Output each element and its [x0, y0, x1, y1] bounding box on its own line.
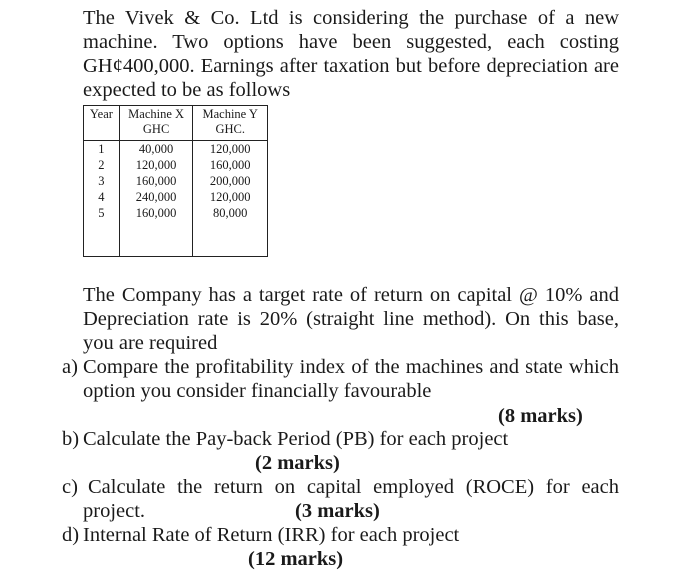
machine-y-cell: 120,000 [209, 190, 251, 204]
intro-paragraph: The Vivek & Co. Ltd is considering the purchase of a new machine. Two options have been suggested, each costing GH¢400,000. Earnings after taxation but before depreciation are expected to be as follows [83, 7, 619, 101]
question-c-line1: Calculate the return on capital employed (ROCE) for each [88, 476, 619, 498]
question-c-label: c) [62, 476, 78, 498]
machine-y-cell: 160,000 [209, 158, 251, 172]
question-d-label: d) [62, 524, 80, 546]
question-c-line2: project. [83, 500, 146, 522]
machine-x-cell: 120,000 [135, 158, 177, 172]
question-b-label: b) [62, 428, 80, 450]
year-cell: 5 [98, 206, 105, 220]
year-cell: 2 [98, 158, 105, 172]
year-column [84, 141, 120, 257]
header-currency-x: GHC [119, 122, 193, 141]
question-a-line2: option you consider financially favourable [83, 380, 432, 402]
header-year: Year [84, 106, 120, 123]
question-a-label: a) [62, 356, 78, 378]
year-cell: 3 [98, 174, 105, 188]
question-b-marks: (2 marks) [255, 452, 340, 474]
machine-y-cell: 120,000 [209, 142, 251, 156]
question-a-marks: (8 marks) [498, 405, 583, 427]
earnings-table [83, 105, 268, 257]
question-d-text: Internal Rate of Return (IRR) for each project [83, 524, 460, 546]
machine-y-cell: 200,000 [209, 174, 251, 188]
machine-x-cell: 240,000 [135, 190, 177, 204]
header-machine-y: Machine Y [193, 106, 268, 123]
machine-x-cell: 40,000 [138, 142, 174, 156]
machine-y-cell: 80,000 [213, 206, 248, 220]
machine-y-column [193, 141, 268, 257]
question-b-text: Calculate the Pay-back Period (PB) for each project [83, 428, 509, 450]
header-machine-x: Machine X [119, 106, 193, 123]
year-cell: 4 [98, 190, 105, 204]
question-a-line1: Compare the profitability index of the machines and state which [83, 356, 619, 378]
company-paragraph: The Company has a target rate of return on capital @ 10% and Depreciation rate is 20% (straight line method). On this base, you are required [83, 284, 619, 354]
machine-x-cell: 160,000 [135, 206, 177, 220]
question-c-marks: (3 marks) [295, 500, 380, 522]
header-empty [84, 122, 120, 141]
question-d-marks: (12 marks) [248, 548, 344, 570]
year-cell: 1 [98, 142, 105, 156]
header-currency-y: GHC. [193, 122, 268, 141]
machine-x-column [119, 141, 193, 257]
machine-x-cell: 160,000 [135, 174, 177, 188]
